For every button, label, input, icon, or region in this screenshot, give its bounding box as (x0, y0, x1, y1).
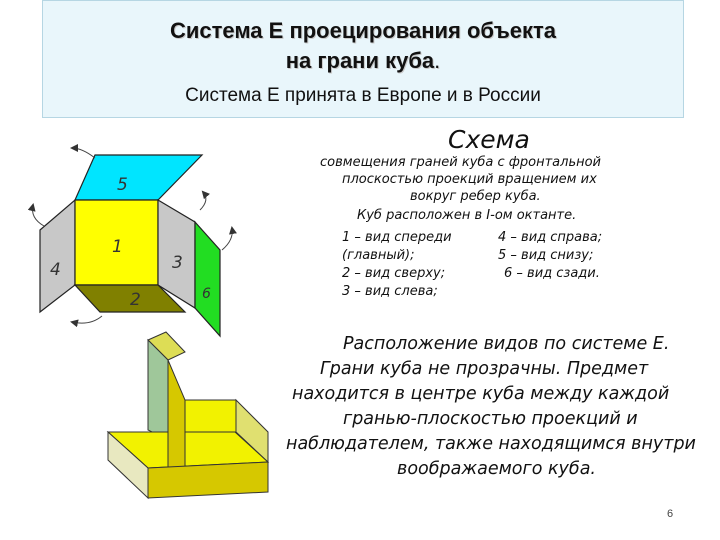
scheme-line-2: плоскостью проекций вращением их (342, 172, 597, 187)
cube-face-6-back (195, 222, 220, 336)
description-line-5: наблюдателем, также находящимся внутри (286, 434, 696, 454)
cube-face-4-right (40, 200, 75, 312)
page-subtitle: Система Е принята в Европе и в России (185, 85, 541, 106)
description-line-3: находится в центре куба между каждой (292, 384, 670, 404)
description-line-1: Расположение видов по системе Е. (343, 334, 670, 354)
face-label-5: 5 (117, 175, 128, 195)
cube-face-5-bottom (75, 155, 202, 200)
scheme-line-1: совмещения граней куба с фронтальной (320, 155, 602, 170)
object-step-top (185, 400, 236, 432)
description-line-6: воображаемого куба. (397, 459, 596, 479)
legend-item-5: 5 – вид снизу; (498, 248, 594, 263)
page-title-dot: . (434, 48, 441, 73)
legend-item-4: 4 – вид справа; (498, 230, 603, 245)
3d-object-illustration (108, 332, 268, 498)
face-label-6: 6 (202, 286, 211, 302)
page-number: 6 (667, 508, 674, 520)
rotation-arrow-left (32, 205, 44, 226)
rotation-arrow-right (200, 192, 206, 210)
page-title-line1: Система Е проецирования объекта (169, 18, 557, 43)
face-label-3: 3 (172, 253, 183, 273)
scheme-line-3: вокруг ребер куба. (410, 189, 541, 204)
scheme-title: Схема (448, 125, 530, 154)
object-step-front (168, 360, 185, 470)
legend-item-2: 2 – вид сверху; (342, 266, 446, 281)
page-title-line2-text: на грани куба (285, 48, 435, 73)
legend-item-1: 1 – вид спереди (342, 230, 452, 245)
rotation-arrow-bottom (72, 316, 102, 323)
legend-item-1-note: (главный); (342, 248, 415, 263)
rotation-arrow-back (222, 228, 232, 250)
legend-item-6: 6 – вид сзади. (504, 266, 600, 281)
rotation-arrow-top (72, 148, 95, 158)
legend-item-3: 3 – вид слева; (342, 284, 438, 299)
description-line-4: гранью-плоскостью проекций и (343, 409, 638, 429)
face-label-4: 4 (50, 260, 61, 280)
description-line-2: Грани куба не прозрачны. Предмет (320, 359, 649, 379)
object-base-front (148, 462, 268, 498)
face-label-1: 1 (112, 237, 123, 257)
face-label-2: 2 (130, 290, 141, 310)
scheme-line-4: Куб расположен в I-ом октанте. (357, 208, 577, 223)
